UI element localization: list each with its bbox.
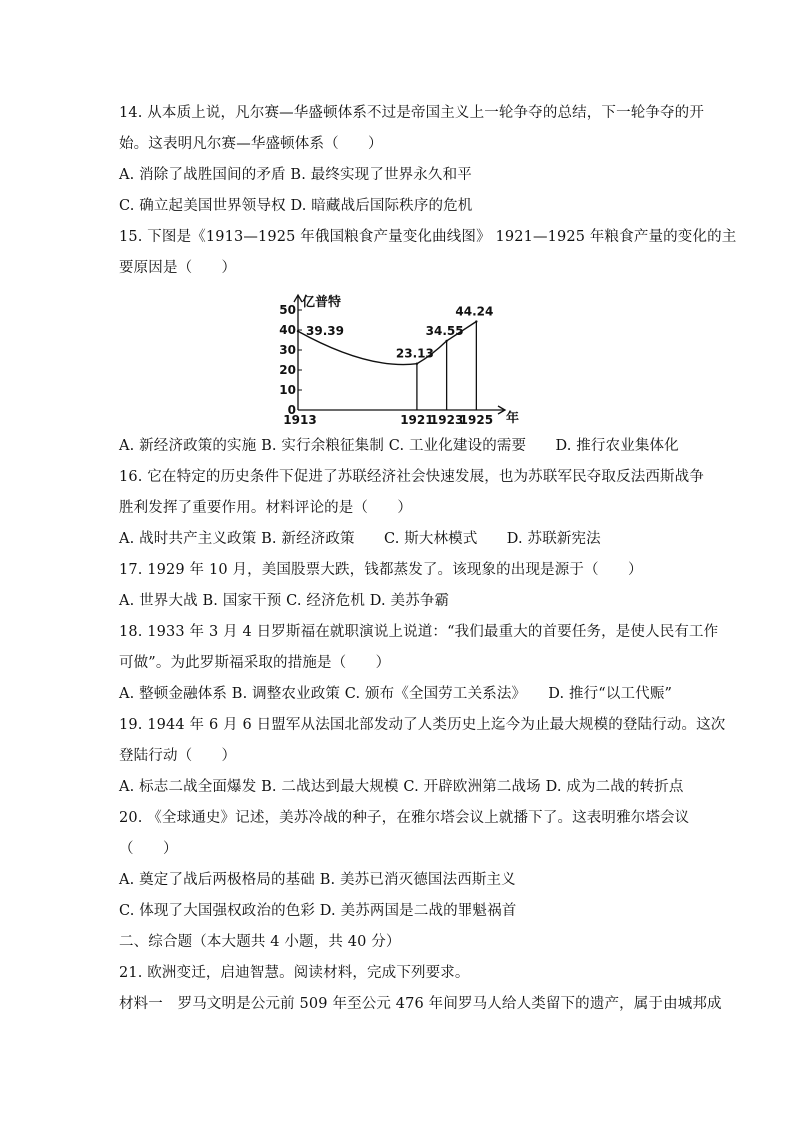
x-axis-title: 年 bbox=[506, 411, 520, 426]
q14-options-line1: A. 消除了战胜国间的矛盾 B. 最终实现了世界永久和平 bbox=[119, 167, 472, 183]
y-tick-label: 40 bbox=[279, 323, 296, 337]
q18-options: A. 整顿金融体系 B. 调整农业政策 C. 颁布《全国劳工关系法》 D. 推行“以工代赈” bbox=[119, 686, 673, 702]
data-label: 39.39 bbox=[306, 324, 344, 339]
q15-stem-line2: 要原因是（ ） bbox=[119, 260, 237, 276]
section2-heading: 二、综合题（本大题共 4 小题，共 40 分） bbox=[119, 934, 401, 950]
data-label: 44.24 bbox=[455, 304, 494, 319]
q20-options-line2: C. 体现了大国强权政治的色彩 D. 美苏两国是二战的罪魁祸首 bbox=[119, 903, 517, 919]
data-label: 23.13 bbox=[395, 346, 434, 361]
x-tick-label: 1921 bbox=[400, 413, 434, 427]
q16-stem-line2: 胜利发挥了重要作用。材料评论的是（ ） bbox=[119, 500, 412, 516]
q21-stem: 21. 欧洲变迁，启迪智慧。阅读材料，完成下列要求。 bbox=[119, 965, 470, 981]
chart-labels bbox=[279, 294, 519, 427]
q19-stem-line2: 登陆行动（ ） bbox=[119, 748, 237, 764]
q15-stem-line1: 15. 下图是《1913—1925 年俄国粮食产量变化曲线图》 1921—1925 年粮食产量的变化的主 bbox=[119, 229, 737, 245]
y-tick-label: 10 bbox=[279, 383, 296, 397]
x-tick-label: 1913 bbox=[283, 413, 317, 427]
data-label: 34.55 bbox=[425, 323, 464, 338]
data-point bbox=[297, 330, 299, 332]
q16-options: A. 战时共产主义政策 B. 新经济政策 C. 斯大林模式 D. 苏联新宪法 bbox=[119, 531, 601, 547]
q14-stem-line2: 始。这表明凡尔赛—华盛顿体系（ ） bbox=[119, 136, 383, 152]
y-axis-title: 亿普特 bbox=[302, 295, 342, 310]
y-tick-label: 20 bbox=[279, 363, 296, 377]
q14-options-line2: C. 确立起美国世界领导权 D. 暗藏战后国际秩序的危机 bbox=[119, 198, 473, 214]
q20-stem-line2: （ ） bbox=[119, 841, 178, 857]
q16-stem-line1: 16. 它在特定的历史条件下促进了苏联经济社会快速发展，也为苏联军民夺取反法西斯战争 bbox=[119, 469, 704, 485]
q17-stem: 17. 1929 年 10 月，美国股票大跌，钱都蒸发了。该现象的出现是源于（ ） bbox=[119, 562, 643, 578]
x-tick-label: 1925 bbox=[459, 413, 494, 427]
q18-stem-line1: 18. 1933 年 3 月 4 日罗斯福在就职演说上说道：“我们最重大的首要任务，是使人民有工作 bbox=[119, 624, 719, 640]
q18-stem-line2: 可做”。为此罗斯福采取的措施是（ ） bbox=[119, 655, 391, 671]
grain-output-chart bbox=[279, 292, 522, 428]
data-point bbox=[445, 340, 447, 342]
q20-stem-line1: 20. 《全球通史》记述，美苏冷战的种子，在雅尔塔会议上就播下了。这表明雅尔塔会议 bbox=[119, 810, 690, 826]
x-tick-label: 1923 bbox=[429, 413, 464, 427]
data-point bbox=[475, 320, 477, 322]
q15-options: A. 新经济政策的实施 B. 实行余粮征集制 C. 工业化建设的需要 D. 推行农业集体化 bbox=[119, 438, 679, 454]
q20-options-line1: A. 奠定了战后两极格局的基础 B. 美苏已消灭德国法西斯主义 bbox=[119, 872, 516, 888]
y-tick-label: 30 bbox=[279, 343, 296, 357]
q14-stem-line1: 14. 从本质上说，凡尔赛—华盛顿体系不过是帝国主义上一轮争夺的总结，下一轮争夺的开 bbox=[119, 105, 704, 121]
q19-stem-line1: 19. 1944 年 6 月 6 日盟军从法国北部发动了人类历史上迄今为止最大规模的登陆行动。这次 bbox=[119, 717, 726, 733]
q19-options: A. 标志二战全面爆发 B. 二战达到最大规模 C. 开辟欧洲第二战场 D. 成为二战的转折点 bbox=[119, 779, 684, 795]
q21-material1: 材料一 罗马文明是公元前 509 年至公元 476 年间罗马人给人类留下的遗产，属于由城邦成 bbox=[119, 996, 722, 1012]
q17-options: A. 世界大战 B. 国家干预 C. 经济危机 D. 美苏争霸 bbox=[119, 593, 450, 609]
grain-output-chart-svg bbox=[279, 292, 522, 428]
y-tick-label: 0 bbox=[287, 403, 296, 417]
data-point bbox=[416, 363, 418, 365]
y-tick-label: 50 bbox=[279, 303, 296, 317]
